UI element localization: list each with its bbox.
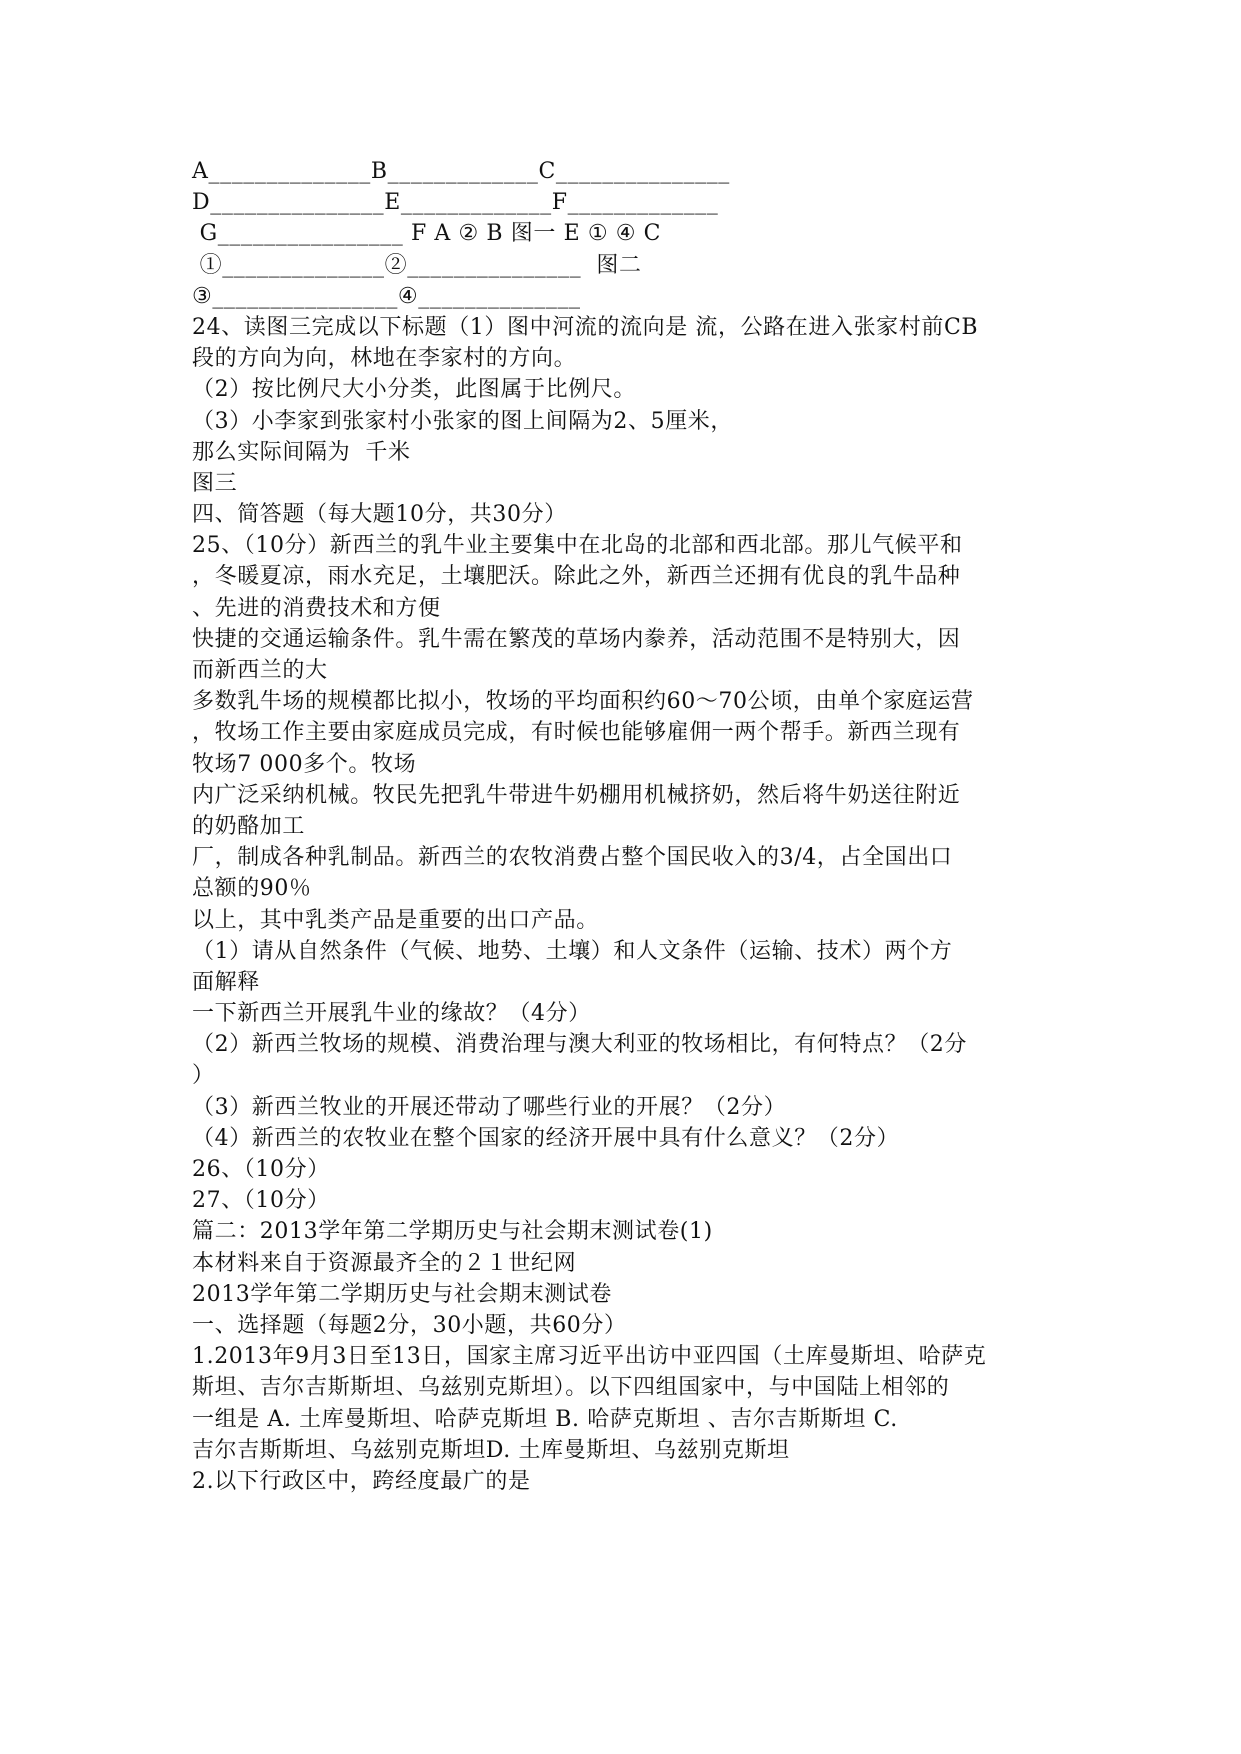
question-25-text: 的奶酪加工 <box>192 813 306 839</box>
question-25-part-1: 面解释 <box>192 969 260 995</box>
fill-blank-line-def: D_______________E_____________F_____________ <box>192 190 719 216</box>
question-24-part-2: （2）按比例尺大小分类，此图属于比例尺。 <box>192 377 636 403</box>
question-24-text: 段的方向为向，林地在李家村的方向。 <box>192 346 577 372</box>
part-two-heading: 篇二：2013学年第二学期历史与社会期末测试卷(1) <box>192 1219 713 1245</box>
question-25-part-3: （3）新西兰牧业的开展还带动了哪些行业的开展？（2分） <box>192 1094 787 1120</box>
section-heading-short-answer: 四、简答题（每大题10分，共30分） <box>192 502 567 528</box>
question-24-part-3: （3）小李家到张家村小张家的图上间隔为2、5厘米， <box>192 408 733 434</box>
question-1-text: 1.2013年9月3日至13日，国家主席习近平出访中亚四国（土库曼斯坦、哈萨克 <box>192 1344 987 1370</box>
fill-blank-line-abc: A______________B_____________C_______________ <box>192 159 730 184</box>
question-26: 26、（10分） <box>192 1157 330 1182</box>
fill-blank-line-figure2-a: ①______________②_______________ 图二 <box>192 252 642 278</box>
question-27: 27、（10分） <box>192 1188 330 1214</box>
exam-title: 2013学年第二学期历史与社会期末测试卷 <box>192 1281 612 1307</box>
question-25-text: ，牧场工作主要由家庭成员完成，有时候也能够雇佣一两个帮手。新西兰现有 <box>192 720 961 746</box>
question-25-text: 厂，制成各种乳制品。新西兰的农牧消费占整个国民收入的3/4，占全国出口 <box>192 845 953 871</box>
question-25-text: 以上，其中乳类产品是重要的出口产品。 <box>192 907 599 933</box>
figure-3-caption: 图三 <box>192 470 238 496</box>
fill-blank-line-g-figure1: G________________ F A ② B 图一 E ① ④ C <box>192 221 662 247</box>
source-note: 本材料来自于资源最齐全的２１世纪网 <box>192 1250 577 1276</box>
question-25-part-1: 一下新西兰开展乳牛业的缘故？（4分） <box>192 1001 591 1027</box>
question-2-text: 2.以下行政区中，跨经度最广的是 <box>192 1468 531 1494</box>
question-25-text: 快捷的交通运输条件。乳牛需在繁茂的草场内豢养，活动范围不是特别大，因 <box>192 626 961 652</box>
question-24-part-3: 那么实际间隔为 千米 <box>192 439 411 465</box>
question-1-options: 吉尔吉斯斯坦、乌兹别克斯坦D. 土库曼斯坦、乌兹别克斯坦 <box>192 1437 790 1463</box>
document-page <box>192 156 1052 1497</box>
question-25-text: 总额的90％ <box>192 876 312 902</box>
question-25-text: 而新西兰的大 <box>192 658 328 683</box>
question-1-text: 斯坦、吉尔吉斯斯坦、乌兹别克斯坦）。以下四组国家中，与中国陆上相邻的 <box>192 1375 950 1401</box>
question-24-text: 24、读图三完成以下标题（1）图中河流的流向是 流，公路在进入张家村前CB <box>192 314 979 340</box>
question-25-part-2: ） <box>192 1063 215 1089</box>
question-25-text: 内广泛采纳机械。牧民先把乳牛带进牛奶棚用机械挤奶，然后将牛奶送往附近 <box>192 782 961 808</box>
question-25-text: ，冬暖夏凉，雨水充足，土壤肥沃。除此之外，新西兰还拥有优良的乳牛品种 <box>192 564 961 590</box>
question-25-text: 牧场7 000多个。牧场 <box>192 751 417 777</box>
question-25-part-2: （2）新西兰牧场的规模、消费治理与澳大利亚的牧场相比，有何特点？（2分 <box>192 1032 967 1058</box>
question-1-options: 一组是 A. 土库曼斯坦、哈萨克斯坦 B. 哈萨克斯坦 、吉尔吉斯斯坦 C. <box>192 1406 898 1432</box>
question-25-part-4: （4）新西兰的农牧业在整个国家的经济开展中具有什么意义？（2分） <box>192 1125 900 1151</box>
fill-blank-line-figure2-b: ③________________④______________ <box>192 283 581 309</box>
question-25-text: 多数乳牛场的规模都比拟小，牧场的平均面积约60～70公顷，由单个家庭运营 <box>192 689 974 715</box>
question-25-text: 25、（10分）新西兰的乳牛业主要集中在北岛的北部和西北部。那儿气候平和 <box>192 533 963 559</box>
question-25-part-1: （1）请从自然条件（气候、地势、土壤）和人文条件（运输、技术）两个方 <box>192 938 953 964</box>
section-heading-multiple-choice: 一、选择题（每题2分，30小题，共60分） <box>192 1312 627 1338</box>
question-25-text: 、先进的消费技术和方便 <box>192 595 441 621</box>
